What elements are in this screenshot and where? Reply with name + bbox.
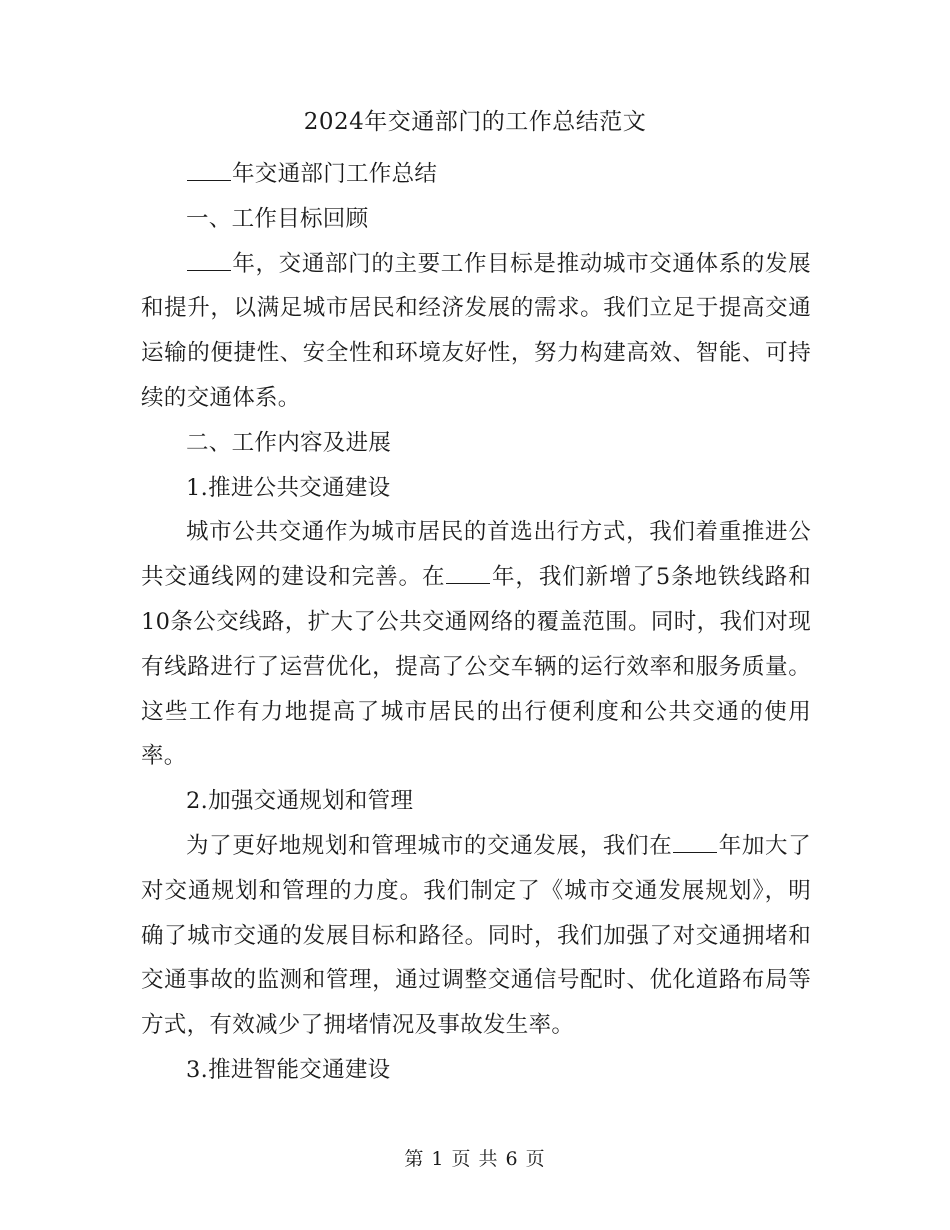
paragraph-text: 一、工作目标回顾 — [186, 205, 369, 232]
fill-in-blank — [673, 828, 717, 853]
paragraph-text: 1.推进公共交通建设 — [186, 474, 391, 501]
body-paragraph — [141, 242, 811, 421]
paragraph-text: 年交通部门工作总结 — [232, 161, 438, 187]
paragraph-text: 年，交通部门的主要工作目标是推动城市交通体系的发展和提升，以满足城市居民和经济发展的需求。我们立足于提高交通运输的便捷性、安全性和环境友好性，努力构建高效、智能、可持续的交通体系。 — [141, 250, 811, 411]
body-paragraph — [141, 1048, 811, 1093]
body-paragraph — [141, 152, 811, 197]
document-body — [141, 152, 811, 1093]
paragraph-text: 年加大了对交通规划和管理的力度。我们制定了《城市交通发展规划》，明确了城市交通的发展目标和路径。同时，我们加强了对交通拥堵和交通事故的监测和管理，通过调整交通信号配时、优化道路布局等方式，有效减少了拥堵情况及事故发生率。 — [141, 832, 811, 1039]
body-paragraph — [141, 510, 811, 779]
paragraph-text: 为了更好地规划和管理城市的交通发展，我们在 — [186, 832, 673, 859]
document-title: 2024年交通部门的工作总结范文 — [303, 109, 647, 135]
paragraph-text: 二、工作内容及进展 — [186, 429, 392, 456]
body-paragraph — [141, 779, 811, 824]
body-paragraph — [141, 824, 811, 1048]
body-paragraph — [141, 421, 811, 466]
page-footer: 第 1 页 共 6 页 — [404, 1148, 546, 1170]
fill-in-blank — [187, 246, 231, 271]
fill-in-blank — [187, 156, 231, 181]
paragraph-text: 城市公共交通作为城市居民的首选出行方式，我们着重推进公共交通线网的建设和完善。在 — [141, 519, 811, 591]
body-paragraph — [141, 466, 811, 511]
body-paragraph — [141, 197, 811, 242]
paragraph-text: 2.加强交通规划和管理 — [186, 788, 414, 815]
paragraph-text: 3.推进智能交通建设 — [186, 1056, 391, 1083]
paragraph-text: 年，我们新增了5条地铁线路和10条公交线路，扩大了公共交通网络的覆盖范围。同时，我们对现有线路进行了运营优化，提高了公交车辆的运行效率和服务质量。这些工作有力地提高了城市居民的出行便利度和公共交通的使用率。 — [141, 564, 812, 770]
fill-in-blank — [446, 559, 490, 584]
